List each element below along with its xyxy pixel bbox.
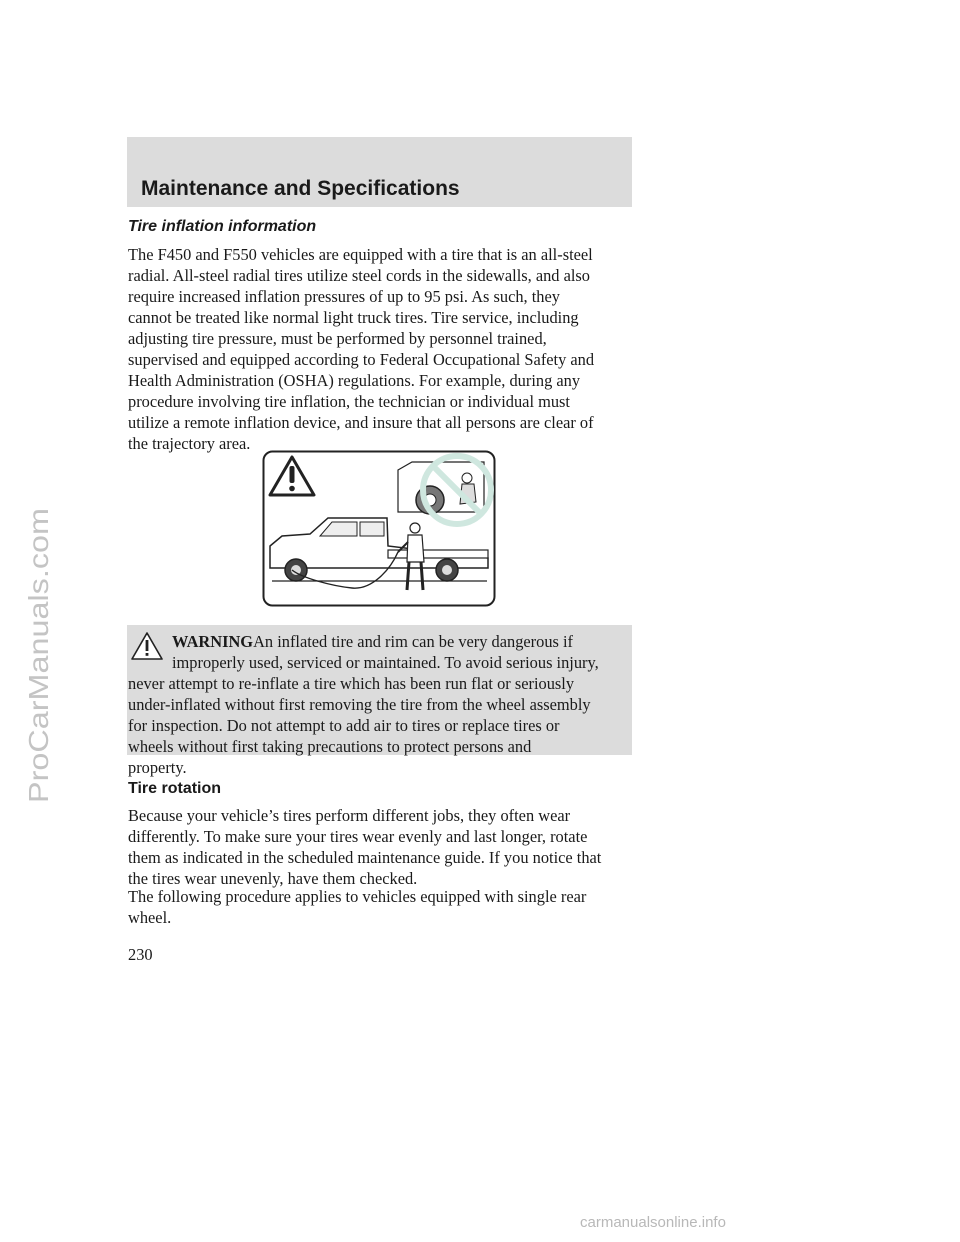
tire-inflation-paragraph [128, 244, 633, 454]
text-line: cannot be treated like normal light truck tires. Tire service, including [128, 308, 579, 327]
text-line: require increased inflation pressures of up to 95 psi. As such, they [128, 287, 560, 306]
text-line: differently. To make sure your tires wear evenly and last longer, rotate [128, 827, 588, 846]
text-line: Because your vehicle’s tires perform different jobs, they often wear [128, 806, 571, 825]
text-line: The F450 and F550 vehicles are equipped with a tire that is an all-steel [128, 245, 593, 264]
side-watermark-text: ProCarManuals.com [23, 547, 54, 803]
tire-rotation-paragraph-1 [128, 805, 633, 889]
footer-watermark: carmanualsonline.info [580, 1214, 726, 1231]
text-line: under-inflated without first removing the tire from the wheel assembly [128, 695, 591, 714]
text-line: Health Administration (OSHA) regulations. For example, during any [128, 371, 581, 390]
tire-inflation-illustration [262, 450, 496, 607]
tire-inflation-heading: Tire inflation information [128, 218, 317, 235]
warning-label: WARNING [172, 632, 254, 651]
text-line: wheels without first taking precautions to protect persons and [128, 737, 532, 756]
warning-first-line: An inflated tire and rim can be very dangerous if [253, 632, 574, 651]
text-line: improperly used, serviced or maintained. To avoid serious injury, [172, 653, 599, 672]
warning-text [128, 631, 624, 778]
text-line: radial. All-steel radial tires utilize steel cords in the sidewalls, and also [128, 266, 590, 285]
text-line: wheel. [128, 908, 172, 927]
text-line: adjusting tire pressure, must be performed by personnel trained, [128, 329, 547, 348]
text-line: them as indicated in the scheduled maintenance guide. If you notice that [128, 848, 602, 867]
text-line: the trajectory area. [128, 434, 251, 453]
text-line: procedure involving tire inflation, the technician or individual must [128, 392, 570, 411]
text-line: utilize a remote inflation device, and insure that all persons are clear of [128, 413, 594, 432]
text-line: the tires wear unevenly, have them checked. [128, 869, 418, 888]
side-watermark [6, 505, 66, 805]
tire-rotation-heading: Tire rotation [128, 780, 222, 797]
text-line: for inspection. Do not attempt to add air to tires or replace tires or [128, 716, 560, 735]
text-line: never attempt to re-inflate a tire which has been run flat or seriously [128, 674, 575, 693]
text-line: supervised and equipped according to Federal Occupational Safety and [128, 350, 595, 369]
text-line: The following procedure applies to vehicles equipped with single rear [128, 887, 587, 906]
tire-rotation-paragraph-2 [128, 886, 633, 928]
text-line: property. [128, 758, 187, 777]
text-line [128, 631, 624, 652]
page-number: 230 [128, 945, 153, 964]
section-title: Maintenance and Specifications [141, 177, 460, 200]
